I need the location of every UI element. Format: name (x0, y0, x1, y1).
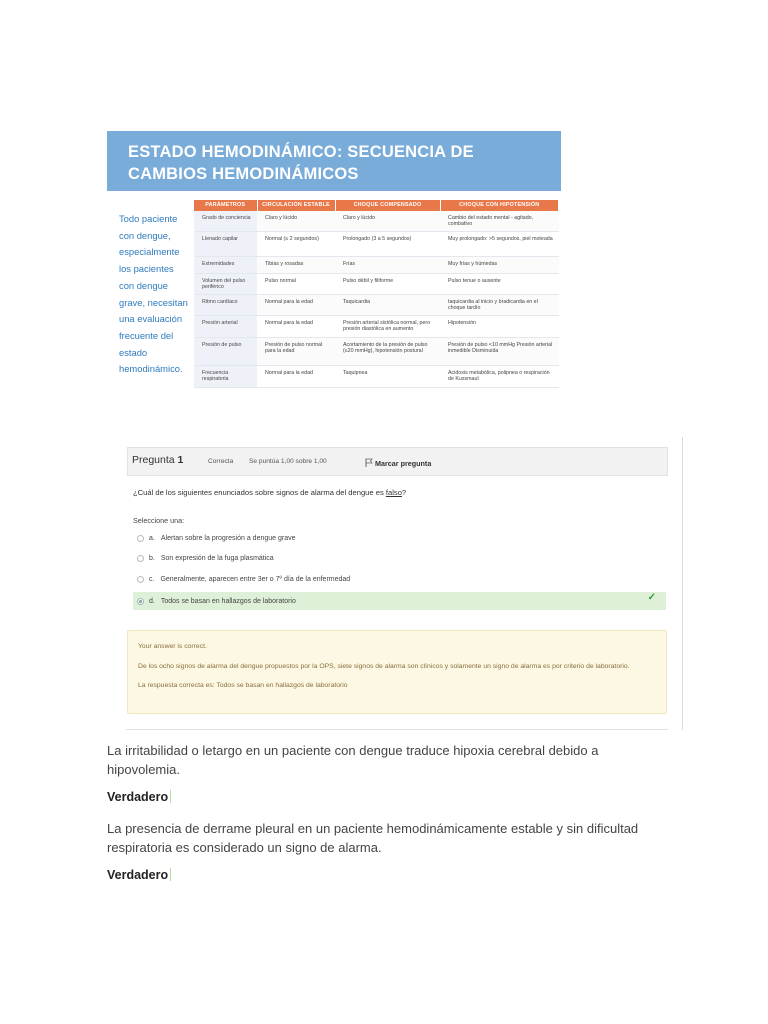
question-header (127, 447, 668, 476)
table-row (194, 294, 559, 315)
table-cell: Presión arterial (194, 315, 257, 337)
table-cell: Claro y lúcido (257, 211, 335, 231)
table-cell: Normal para la edad (257, 315, 335, 337)
flag-question-button[interactable] (365, 457, 431, 468)
feedback-correct: Your answer is correct. (138, 643, 207, 650)
table-cell: Extremidades (194, 256, 257, 273)
radio-button[interactable] (137, 535, 144, 542)
infographic-title-line-1: ESTADO HEMODINÁMICO: SECUENCIA DE (128, 143, 474, 161)
option-text: Generalmente, aparecen entre 3er o 7º día de la enfermedad (160, 575, 351, 583)
statement-text-2: La presencia de derrame pleural en un paciente hemodinámicamente estable y sin dificultad respiratoria es considerado un signo de alarma. (107, 821, 639, 855)
text-caret (170, 790, 171, 803)
statement-answer-2 (107, 868, 171, 882)
table-cell: Normal (≤ 2 segundos) (257, 231, 335, 256)
table-cell: Prolongado (3 a 5 segundos) (335, 231, 440, 256)
side-text-line: con dengue (119, 279, 169, 291)
option-letter: d. (149, 597, 155, 605)
table-row (194, 211, 559, 231)
side-text-line: con dengue, (119, 229, 171, 241)
statement-text-1: La irritabilidad o letargo en un paciente con dengue traduce hipoxia cerebral debido a hipovolemia. (107, 743, 599, 777)
question-text (133, 488, 406, 497)
table-cell: Acortamiento de la presión de pulso (≤20 mmHg), hipotensión postural (335, 337, 440, 365)
table-cell: Pulso débil y filiforme (335, 273, 440, 294)
table-cell: Acidosis metabólica, polipnea o respiración de Kussmaul (440, 365, 559, 387)
option-letter: a. (149, 534, 155, 542)
side-text-line: especialmente (119, 246, 180, 258)
feedback-right-answer: La respuesta correcta es: Todos se basan en hallazgos de laboratorio (138, 682, 348, 689)
table-cell: Normal para la edad (257, 365, 335, 387)
option-letter: c. (149, 575, 155, 583)
check-icon: ✓ (647, 592, 656, 603)
flag-question-label: Marcar pregunta (375, 459, 432, 468)
table-row (194, 315, 559, 337)
divider (126, 729, 668, 730)
table-cell: Presión arterial sistólica normal, pero presión diastólica en aumento (335, 315, 440, 337)
table-cell: Taquipnea (335, 365, 440, 387)
text-caret (170, 868, 171, 881)
side-text-line: Todo paciente (119, 213, 178, 224)
table-header-cell: PARÁMETROS (194, 200, 257, 211)
side-text-line: una evaluación (119, 313, 183, 325)
table-cell: Taquicardia (335, 294, 440, 315)
table-cell: Presión de pulso (194, 337, 257, 365)
option-letter: b. (149, 554, 155, 562)
table-cell: Hipotensión (440, 315, 559, 337)
radio-button[interactable] (137, 555, 144, 562)
hemodynamic-infographic (107, 131, 561, 410)
side-text-line: hemodinámico. (119, 363, 183, 375)
table-cell: Frías (335, 256, 440, 273)
infographic-banner (107, 131, 561, 191)
question-title (132, 454, 183, 466)
table-row (194, 256, 559, 273)
table-cell: Tibias y rosadas (257, 256, 335, 273)
question-label: Pregunta (132, 454, 175, 466)
table-cell: Frecuencia respiratoria (194, 365, 257, 387)
quiz-question-panel (117, 437, 683, 730)
question-text-part: ¿Cuál de los siguientes enunciados sobre signos de alarma del dengue es (133, 488, 386, 497)
question-status: Correcta (208, 458, 234, 465)
table-cell: Cambio del estado mental - agitado, combativo (440, 211, 559, 231)
table-row (194, 273, 559, 294)
table-header-row (194, 200, 559, 211)
answer-option-a[interactable] (137, 531, 296, 545)
option-text: Son expresión de la fuga plasmática (160, 554, 274, 562)
infographic-side-text (119, 211, 197, 378)
table-cell: Volumen del pulso periférico (194, 273, 257, 294)
table-cell: Pulso tenue o ausente (440, 273, 559, 294)
table-cell: Claro y lúcido (335, 211, 440, 231)
table-cell: Normal para la edad (257, 294, 335, 315)
radio-button-selected[interactable] (137, 598, 144, 605)
radio-button[interactable] (137, 576, 144, 583)
table-header-cell: CIRCULACIÓN ESTABLE (257, 200, 335, 211)
answer-label: Verdadero (107, 868, 169, 882)
table-header-cell: CHOQUE COMPENSADO (335, 200, 440, 211)
option-text: Alertan sobre la progresión a dengue grave (160, 534, 296, 542)
side-text-line: estado (119, 346, 148, 358)
answer-option-d[interactable] (133, 592, 666, 610)
side-text-line: grave, necesitan (119, 296, 188, 308)
table-cell: Llenado capilar (194, 231, 257, 256)
table-header-cell: CHOQUE CON HIPOTENSIÓN (440, 200, 559, 211)
answer-label: Verdadero (107, 790, 169, 804)
table-row (194, 231, 559, 256)
question-score: Se puntúa 1,00 sobre 1,00 (249, 458, 327, 465)
question-number: 1 (177, 454, 184, 466)
feedback-explanation: De los ocho signos de alarma del dengue propuestos por la OPS, siete signos de alarma son clínicos y solamente un signo de alarma es por criterio de laboratorio. (138, 662, 630, 670)
table-cell: Presión de pulso <10 mmHg Presión arterial inmedible Disminuida (440, 337, 559, 365)
option-text: Todos se basan en hallazgos de laboratorio (160, 597, 296, 605)
question-text-part: ? (401, 488, 407, 497)
table-cell: Muy prolongado: >5 segundos, piel moteada (440, 231, 559, 256)
table-cell: Pulso normal (257, 273, 335, 294)
answer-option-c[interactable] (137, 572, 350, 586)
select-prompt: Seleccione una: (133, 516, 185, 525)
table-cell: Presión de pulso normal para la edad (257, 337, 335, 365)
hemodynamic-table (194, 200, 559, 388)
side-text-line: frecuente del (119, 329, 174, 341)
flag-icon (365, 458, 373, 467)
table-cell: Ritmo cardíaco (194, 294, 257, 315)
question-text-underlined: falso (385, 488, 402, 497)
table-cell: Muy frías y húmedas (440, 256, 559, 273)
infographic-title-line-2: CAMBIOS HEMODINÁMICOS (128, 165, 359, 183)
side-text-line: los pacientes (119, 263, 174, 275)
feedback-box (127, 630, 667, 714)
statement-answer-1 (107, 790, 171, 804)
table-row (194, 365, 559, 387)
answer-option-b[interactable] (137, 551, 274, 565)
table-cell: Grado de conciencia (194, 211, 257, 231)
table-cell: taquicardia al inicio y bradicardia en el choque tardío (440, 294, 559, 315)
table-row (194, 337, 559, 365)
